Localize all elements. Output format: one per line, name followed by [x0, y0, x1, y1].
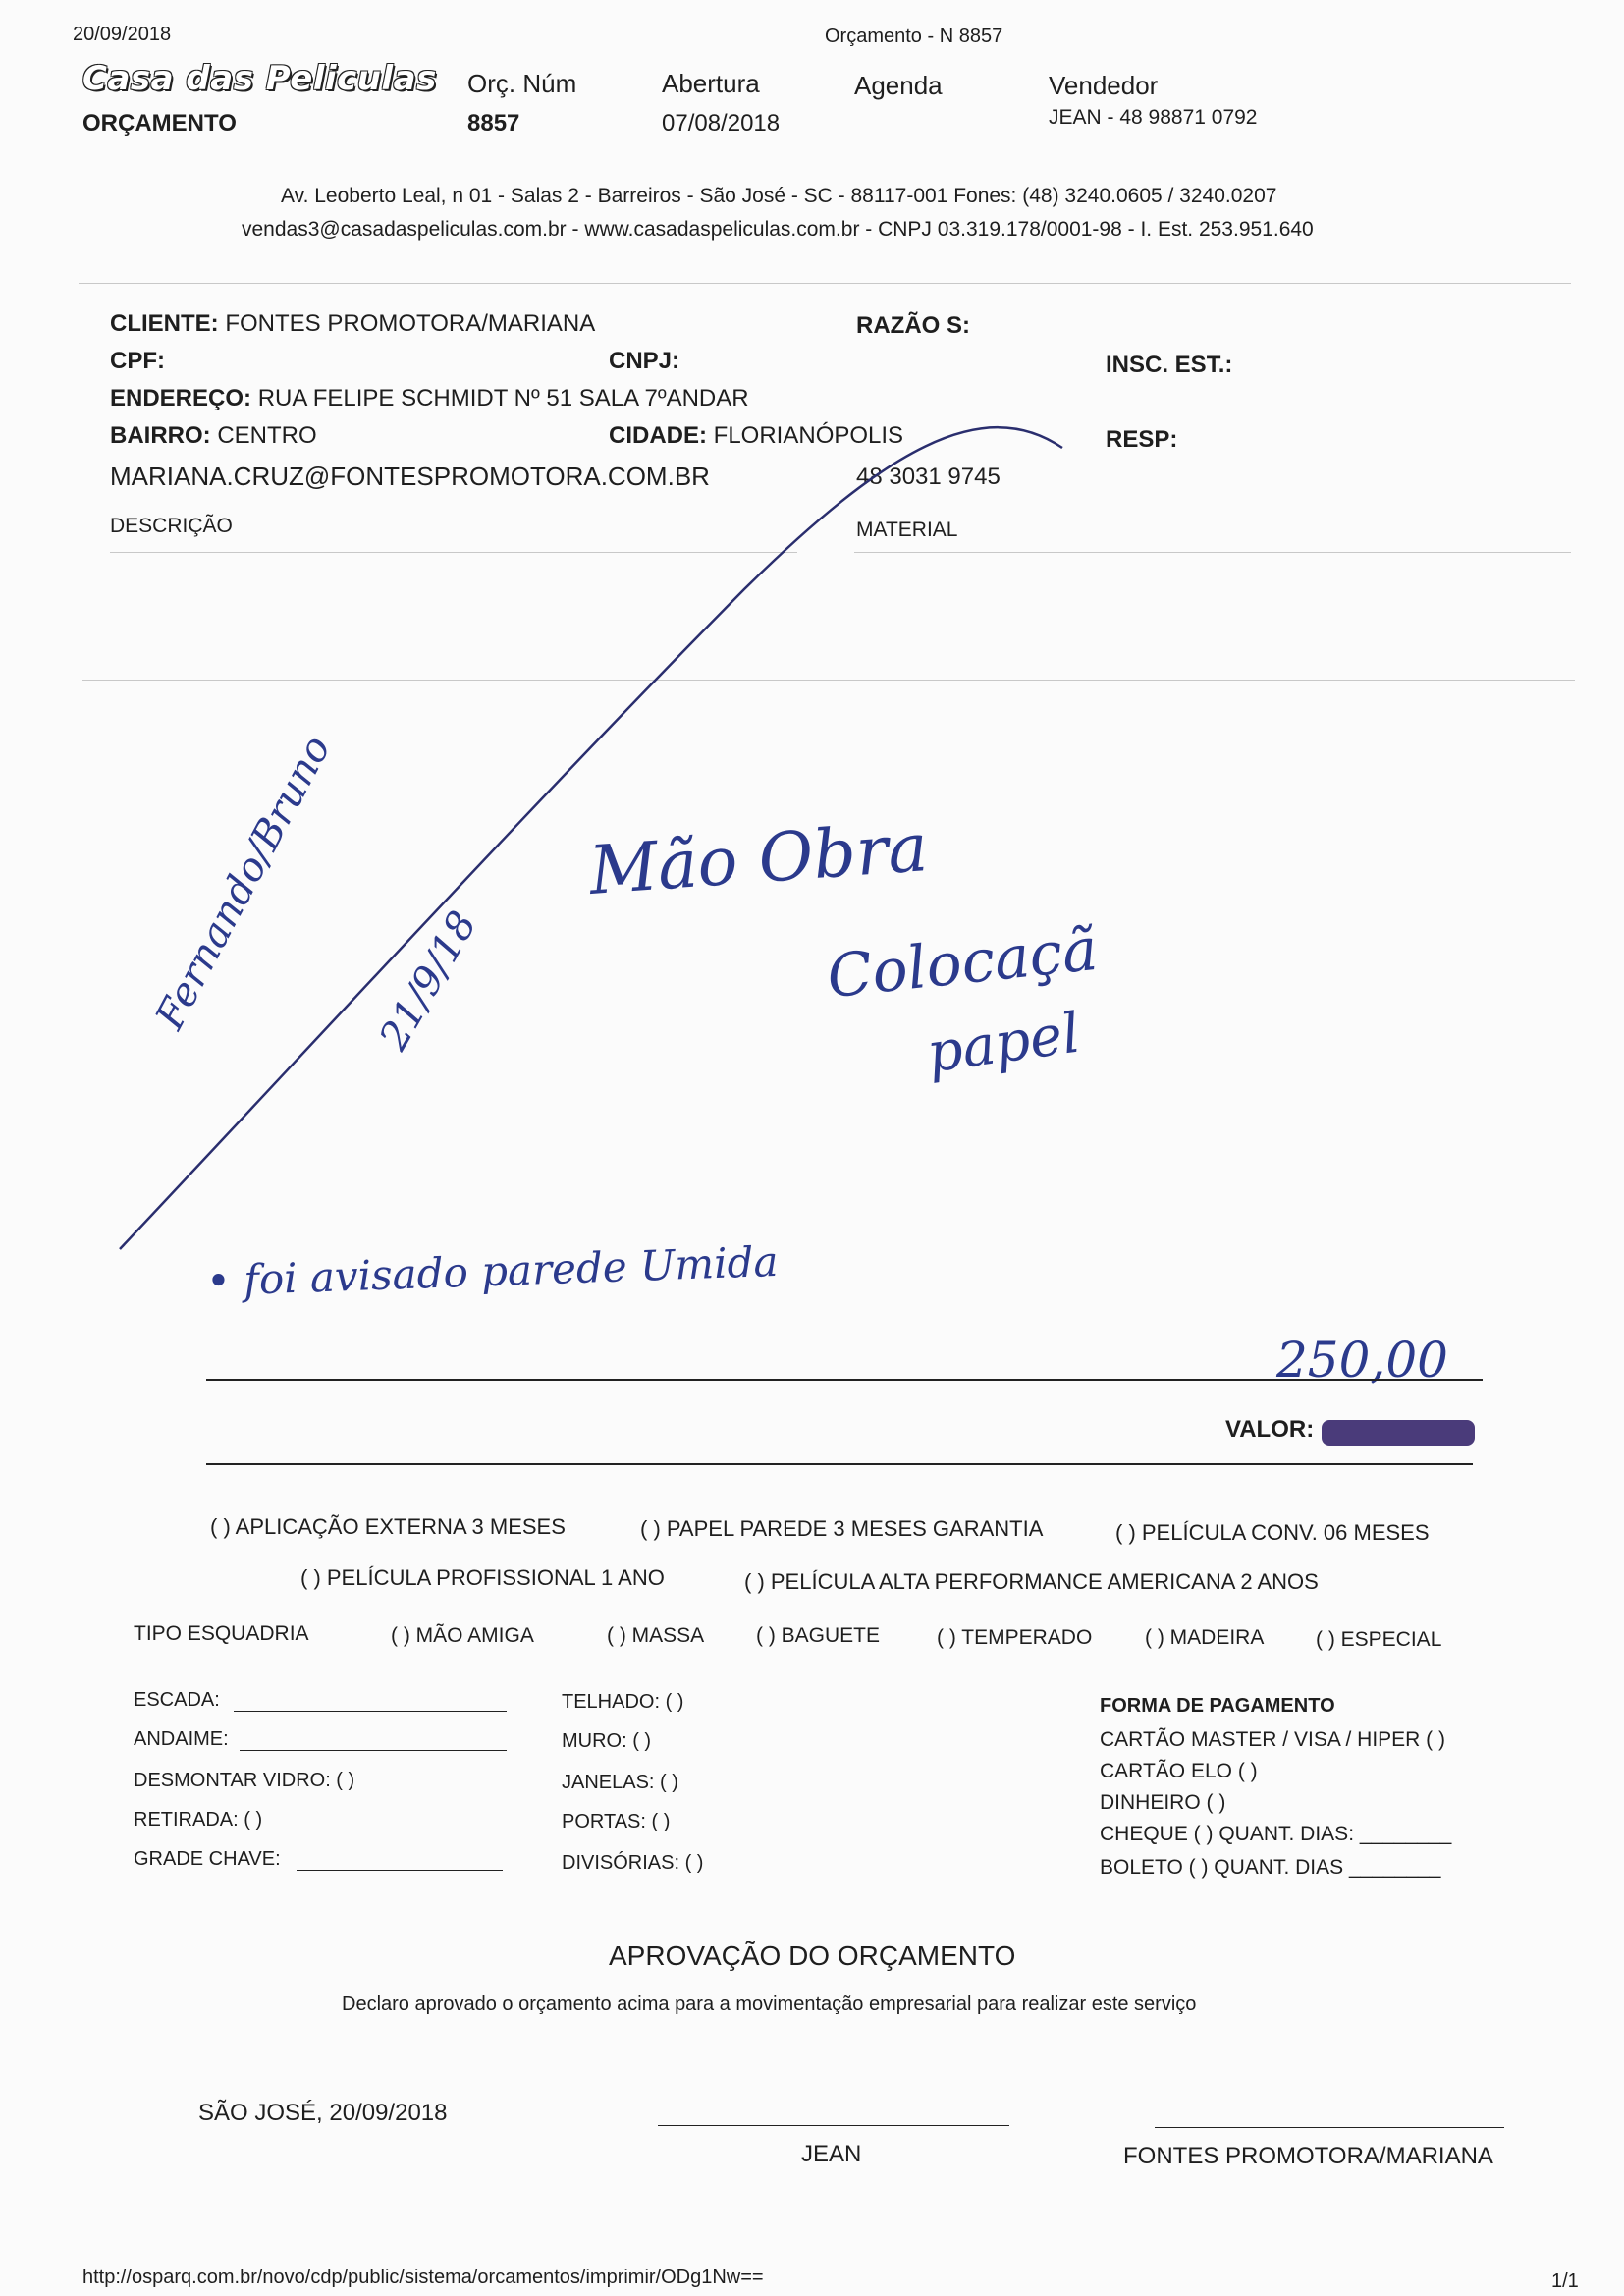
field-grade-chave-line[interactable]: [297, 1870, 503, 1871]
esquadria-especial[interactable]: ( ) ESPECIAL: [1316, 1628, 1442, 1651]
option-aplicacao-externa[interactable]: ( ) APLICAÇÃO EXTERNA 3 MESES: [210, 1514, 566, 1539]
agenda-label: Agenda: [854, 71, 943, 100]
endereco-row: ENDEREÇO: RUA FELIPE SCHMIDT Nº 51 SALA 7ºANDAR: [110, 385, 749, 411]
field-grade-chave: GRADE CHAVE:: [134, 1848, 281, 1870]
field-divisorias[interactable]: DIVISÓRIAS: ( ): [562, 1852, 704, 1874]
payment-title: FORMA DE PAGAMENTO: [1100, 1695, 1335, 1717]
handwriting-names: Fernando/Bruno: [147, 728, 341, 1037]
field-escada-line[interactable]: [234, 1711, 507, 1712]
field-andaime-line[interactable]: [240, 1750, 507, 1751]
payment-cheque[interactable]: CHEQUE ( ) QUANT. DIAS: ________: [1100, 1823, 1452, 1845]
material-label: MATERIAL: [856, 519, 958, 541]
client-email: MARIANA.CRUZ@FONTESPROMOTORA.COM.BR: [110, 462, 710, 491]
cpf-label: CPF:: [110, 348, 165, 374]
handwriting-papel: papel: [923, 1001, 1084, 1086]
approval-text: Declaro aprovado o orçamento acima para a movimentação empresarial para realizar este serviço: [342, 1994, 1197, 2015]
handwriting-mao-obra: Mão Obra: [586, 809, 931, 910]
approval-title: APROVAÇÃO DO ORÇAMENTO: [609, 1941, 1016, 1971]
valor-label: VALOR:: [1225, 1416, 1315, 1443]
company-address: Av. Leoberto Leal, n 01 - Salas 2 - Barreiros - São José - SC - 88117-001 Fones: (48) 3240.0605 / 3240.0207: [281, 185, 1277, 207]
handwriting-colocacao: Colocaçã: [824, 914, 1101, 1012]
field-andaime: ANDAIME:: [134, 1728, 229, 1750]
razao-label: RAZÃO S:: [856, 312, 970, 339]
client-name: FONTES PROMOTORA/MARIANA: [1123, 2143, 1493, 2169]
company-logo: Casa das Peliculas: [82, 59, 437, 98]
option-papel-parede[interactable]: ( ) PAPEL PAREDE 3 MESES GARANTIA: [640, 1516, 1044, 1541]
client-signature-line[interactable]: [1155, 2127, 1504, 2128]
handwriting-note: • foi avisado parede Umida: [205, 1236, 780, 1306]
field-telhado[interactable]: TELHADO: ( ): [562, 1691, 684, 1713]
esquadria-label: TIPO ESQUADRIA: [134, 1622, 309, 1645]
option-pelicula-alta-performance[interactable]: ( ) PELÍCULA ALTA PERFORMANCE AMERICANA 2 ANOS: [744, 1569, 1319, 1594]
abertura-label: Abertura: [662, 69, 760, 98]
footer-url[interactable]: http://osparq.com.br/novo/cdp/public/sistema/orcamentos/imprimir/ODg1Nw==: [82, 2267, 764, 2288]
resp-label: RESP:: [1106, 426, 1178, 453]
cliente-row: CLIENTE: FONTES PROMOTORA/MARIANA: [110, 310, 596, 337]
orc-num: 8857: [467, 110, 520, 137]
valor-top-line: [206, 1379, 1483, 1381]
descricao-label: DESCRIÇÃO: [110, 515, 233, 537]
client-phone: 48 3031 9745: [856, 464, 1001, 490]
vendedor-label: Vendedor: [1049, 71, 1159, 100]
insc-label: INSC. EST.:: [1106, 352, 1233, 378]
esquadria-mao-amiga[interactable]: ( ) MÃO AMIGA: [391, 1624, 534, 1647]
esquadria-massa[interactable]: ( ) MASSA: [607, 1624, 705, 1647]
esquadria-temperado[interactable]: ( ) TEMPERADO: [937, 1626, 1093, 1649]
cnpj-label: CNPJ:: [609, 348, 680, 374]
esquadria-baguete[interactable]: ( ) BAGUETE: [756, 1624, 881, 1647]
field-janelas[interactable]: JANELAS: ( ): [562, 1772, 678, 1793]
field-desmontar-vidro[interactable]: DESMONTAR VIDRO: ( ): [134, 1770, 355, 1791]
seller-signature-line[interactable]: [658, 2125, 1009, 2126]
field-retirada[interactable]: RETIRADA: ( ): [134, 1809, 263, 1831]
option-pelicula-profissional[interactable]: ( ) PELÍCULA PROFISSIONAL 1 ANO: [300, 1565, 665, 1590]
print-title: Orçamento - N 8857: [825, 26, 1003, 47]
payment-cartao-master[interactable]: CARTÃO MASTER / VISA / HIPER ( ): [1100, 1728, 1446, 1751]
signature-place-date: SÃO JOSÉ, 20/09/2018: [198, 2100, 448, 2126]
seller-name: JEAN: [801, 2141, 862, 2167]
valor-bottom-line: [206, 1463, 1473, 1465]
payment-boleto[interactable]: BOLETO ( ) QUANT. DIAS ________: [1100, 1856, 1441, 1879]
field-portas[interactable]: PORTAS: ( ): [562, 1811, 671, 1832]
print-date: 20/09/2018: [73, 24, 172, 45]
vendedor: JEAN - 48 98871 0792: [1049, 106, 1258, 129]
cidade-row: CIDADE: FLORIANÓPOLIS: [609, 422, 904, 449]
option-pelicula-conv[interactable]: ( ) PELÍCULA CONV. 06 MESES: [1115, 1520, 1430, 1545]
company-contacts: vendas3@casadaspeliculas.com.br - www.casadaspeliculas.com.br - CNPJ 03.319.178/0001-98 - I. Est. 253.951.640: [242, 218, 1314, 241]
payment-dinheiro[interactable]: DINHEIRO ( ): [1100, 1791, 1226, 1814]
payment-cartao-elo[interactable]: CARTÃO ELO ( ): [1100, 1760, 1258, 1782]
handwritten-amount: 250,00: [1276, 1332, 1448, 1389]
redacted-value: [1322, 1420, 1475, 1446]
page-number: 1/1: [1551, 2270, 1579, 2292]
handwriting-date: 21/9/18: [371, 903, 486, 1058]
bairro-row: BAIRRO: CENTRO: [110, 422, 317, 449]
abertura-date: 07/08/2018: [662, 110, 781, 137]
field-escada: ESCADA:: [134, 1689, 220, 1711]
doc-type: ORÇAMENTO: [82, 110, 237, 137]
field-muro[interactable]: MURO: ( ): [562, 1730, 652, 1752]
esquadria-madeira[interactable]: ( ) MADEIRA: [1145, 1626, 1265, 1649]
orc-num-label: Orç. Núm: [467, 69, 577, 98]
